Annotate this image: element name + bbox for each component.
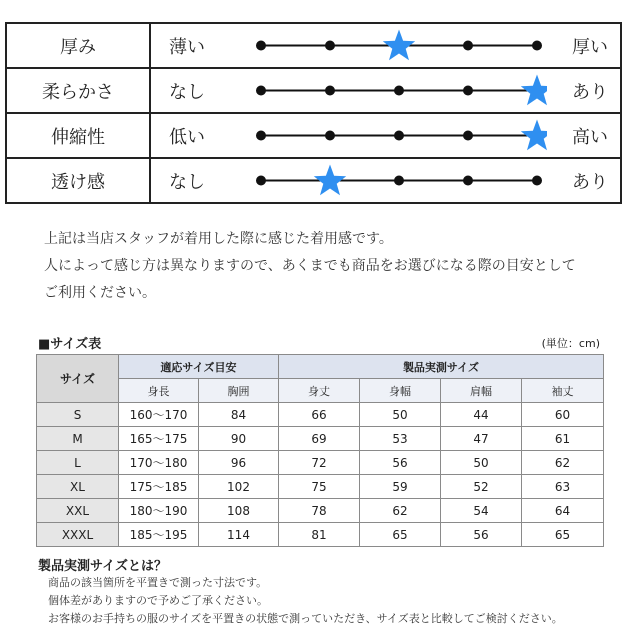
size-value-cell: 52 [441,475,522,499]
size-value-cell: 170～180 [119,451,199,475]
size-value-cell: 56 [360,451,441,475]
feel-row-sheerness [7,159,620,202]
feel-high-label: 厚い [572,36,608,58]
size-value-cell: 65 [360,523,441,547]
size-row [37,499,604,523]
size-value-cell: 54 [441,499,522,523]
size-row [37,475,604,499]
size-row [37,427,604,451]
size-value-cell: 84 [199,403,279,427]
size-row [37,451,604,475]
feel-high-label: あり [572,171,608,193]
size-value-cell: 96 [199,451,279,475]
size-value-cell: 62 [522,451,604,475]
size-value-cell: 165～175 [119,427,199,451]
measurement-note-title: 製品実測サイズとは？ [38,559,167,574]
size-value-cell: 90 [199,427,279,451]
size-value-cell: 53 [360,427,441,451]
feel-note [44,226,576,307]
size-value-cell: 69 [279,427,360,451]
note-line: ご利用ください。 [44,285,156,301]
scale-dot [256,86,266,96]
size-label-cell: S [37,403,119,427]
size-value-cell: 47 [441,427,522,451]
size-value-cell: 56 [441,523,522,547]
size-value-cell: 160～170 [119,403,199,427]
feel-row-thickness [7,24,620,69]
size-col-header: 肩幅 [441,379,522,403]
measurement-note [48,574,563,628]
feel-low-label: なし [169,81,205,103]
size-value-cell: 185～195 [119,523,199,547]
feel-scale-softness [247,69,547,112]
size-value-cell: 61 [522,427,604,451]
size-value-cell: 66 [279,403,360,427]
size-value-cell: 50 [441,451,522,475]
feel-high-label: あり [572,81,608,103]
size-col-header: 胸囲 [199,379,279,403]
size-value-cell: 102 [199,475,279,499]
size-value-cell: 65 [522,523,604,547]
size-value-cell: 75 [279,475,360,499]
size-value-cell: 62 [360,499,441,523]
scale-dot [394,86,404,96]
rating-star-icon [314,165,346,196]
feel-row-stretch [7,114,620,159]
size-value-cell: 114 [199,523,279,547]
size-value-cell: 81 [279,523,360,547]
scale-dot [325,86,335,96]
size-col-header: 身長 [119,379,199,403]
measurement-note-line: お客様のお手持ちの服のサイズを平置きの状態で測っていただき、サイズ表と比較してご検討ください。 [48,612,563,625]
size-value-cell: 44 [441,403,522,427]
scale-dot [532,176,542,186]
size-table-unit: (単位：cm) [541,337,600,350]
wear-feel-table [5,22,622,204]
size-value-cell: 175～185 [119,475,199,499]
scale-dot [463,131,473,141]
scale-dot [256,176,266,186]
size-label-cell: XXL [37,499,119,523]
scale-dot [394,131,404,141]
scale-dot [256,41,266,51]
size-col-header: 身丈 [279,379,360,403]
size-value-cell: 72 [279,451,360,475]
size-value-cell: 59 [360,475,441,499]
size-value-cell: 64 [522,499,604,523]
rating-star-icon [383,30,415,61]
size-label-cell: XXXL [37,523,119,547]
feel-row-softness [7,69,620,114]
size-value-cell: 108 [199,499,279,523]
feel-low-label: 薄い [169,36,205,58]
size-group-measured: 製品実測サイズ [279,355,604,379]
size-row [37,403,604,427]
size-row [37,523,604,547]
feel-label: 厚み [7,24,151,67]
size-col-header: 袖丈 [522,379,604,403]
feel-low-label: 低い [169,126,205,148]
size-value-cell: 60 [522,403,604,427]
feel-low-label: なし [169,171,205,193]
size-group-fit: 適応サイズ目安 [119,355,279,379]
size-label-cell: L [37,451,119,475]
size-table [36,354,604,547]
scale-dot [394,176,404,186]
scale-dot [463,176,473,186]
size-col-header: 身幅 [360,379,441,403]
scale-dot [463,41,473,51]
size-value-cell: 180～190 [119,499,199,523]
scale-dot [463,86,473,96]
measurement-note-line: 個体差がありますので予めご了承ください。 [48,594,268,607]
measurement-note-line: 商品の該当箇所を平置きで測った寸法です。 [48,576,268,589]
size-value-cell: 63 [522,475,604,499]
feel-scale-thickness [247,24,547,67]
note-line: 人によって感じ方は異なりますので、あくまでも商品をお選びになる際の目安として [44,258,576,274]
feel-label: 柔らかさ [7,69,151,112]
feel-scale-stretch [247,114,547,157]
feel-label: 透け感 [7,159,151,202]
scale-dot [325,131,335,141]
feel-high-label: 高い [572,126,608,148]
feel-label: 伸縮性 [7,114,151,157]
size-value-cell: 78 [279,499,360,523]
scale-dot [325,41,335,51]
size-label-cell: M [37,427,119,451]
note-line: 上記は当店スタッフが着用した際に感じた着用感です。 [44,231,393,247]
size-table-title: ■サイズ表 [38,337,102,352]
size-label-cell: XL [37,475,119,499]
size-value-cell: 50 [360,403,441,427]
scale-dot [532,41,542,51]
size-header-corner: サイズ [37,355,119,403]
scale-dot [256,131,266,141]
feel-scale-sheerness [247,159,547,202]
